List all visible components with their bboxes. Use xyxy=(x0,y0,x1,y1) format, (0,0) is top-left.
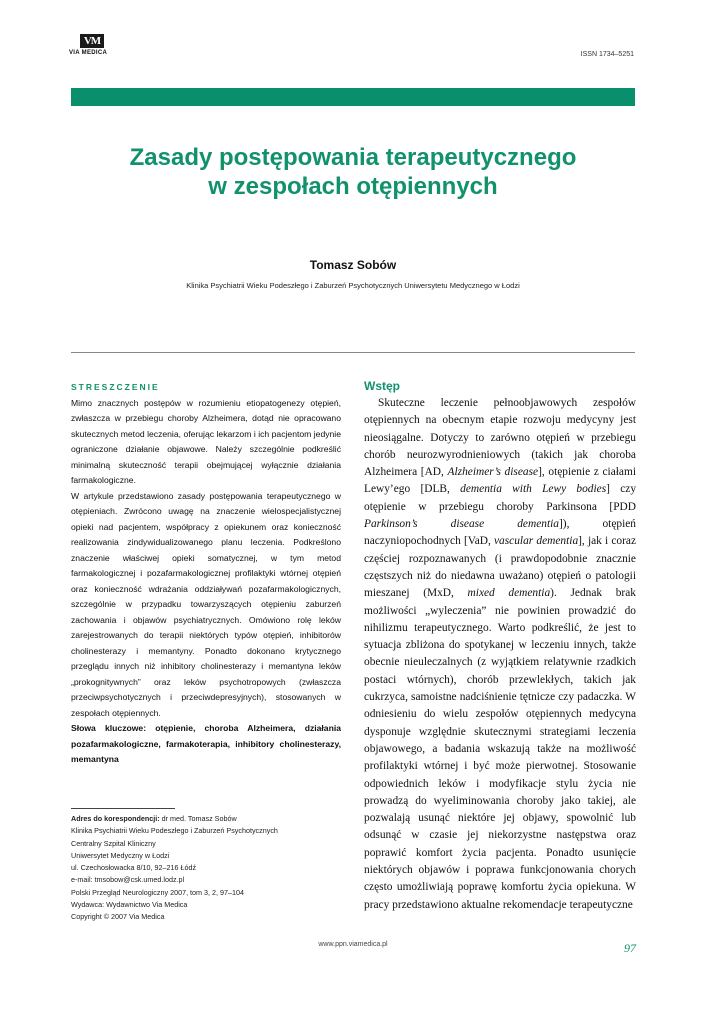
via-medica-logo-icon: VM xyxy=(80,34,104,48)
correspondence-line: Wydawca: Wydawnictwo Via Medica xyxy=(71,900,188,910)
correspondence-line: Klinika Psychiatrii Wieku Podeszłego i Zaburzeń Psychotycznych xyxy=(71,826,278,836)
page-number: 97 xyxy=(624,941,636,955)
correspondence-email[interactable]: e-mail: tmsobow@csk.umed.lodz.pl xyxy=(71,875,185,885)
correspondence-block xyxy=(71,813,341,924)
correspondence-line: ul. Czechosłowacka 8/10, 92–216 Łódź xyxy=(71,863,197,873)
abstract-paragraph-1: Mimo znacznych postępów w rozumieniu etiopatogenezy otępień, zwłaszcza w przebiegu choroby Alzheimera, dotąd nie opracowano skutecznych metod leczenia, oferując lekarzom i ich pacjentom jedynie ograniczone działanie objawowe. Należy szczególnie podkreślić minimalną skuteczność terapii obejmującej wyłącznie działania farmakologiczne. xyxy=(71,397,341,485)
correspondence-author: dr med. Tomasz Sobów xyxy=(159,814,237,823)
correspondence-line: Uniwersytet Medyczny w Łodzi xyxy=(71,850,170,860)
section-divider xyxy=(71,352,635,353)
author-name: Tomasz Sobów xyxy=(309,258,397,272)
title-line-2: w zespołach otępiennych xyxy=(208,173,498,200)
correspondence-line: Copyright © 2007 Via Medica xyxy=(71,912,165,922)
abstract-heading: STRESZCZENIE xyxy=(71,382,160,392)
author-affiliation: Klinika Psychiatrii Wieku Podeszłego i Zaburzeń Psychotycznych Uniwersytetu Medycznego w Łodzi xyxy=(186,281,520,290)
publisher-logo-text: VIA MEDICA xyxy=(69,50,108,56)
correspondence-heading: Adres do korespondencji: xyxy=(71,814,160,823)
body-paragraph: Skuteczne leczenie pełnoobjawowych zespołów otępiennych na obecnym etapie rozwoju medycyny jest nieosiągalne. Dotyczy to zarówno otępień w przebiegu chorób neurozwyrodnieniowych (takich jak choroba Alzheimera [AD, Alzheimer’s disease], otępienie z ciałami Lewy’ego [DLB, dementia with Lewy bodies] czy otępienie w przebiegu choroby Parkinsona [PDD Parkinson’s disease dementia]), otępień naczyniopochodnych [VaD, vascular dementia], jak i coraz częściej rozpoznawanych (i prawdopodobnie znacznie częstszych niż do niedawna uważano) otępień o patologii mieszanej (MxD, mixed dementia). Jednak brak możliwości „wyleczenia” nie powinien prowadzić do nihilizmu terapeutycznego. Warto podkreślić, że jest to sytuacja zbliżona do spotykanej w leczeniu innych, także obecnie nieuleczalnych (z wyjątkiem relatywnie rzadkich postaci wtórnych), chorób przewlekłych, takich jak cukrzyca, samoistne nadciśnienie tętnicze czy padaczka. W odniesieniu do wielu zespołów otępiennych medycyna dysponuje względnie skutecznymi strategiami leczenia objawowego, a badania wskazują także na możliwość profilaktyki wtórnej i być może pierwotnej. Stosowanie odpowiednich leków i modyfikacje stylu życia nie prowadzą do wyeliminowania choroby jako takiej, ale pozwalają usunąć niektóre jej objawy, spowolnić lub odsunąć w czasie jej niekorzystne następstwa oraz poprawić komfort życia pacjenta. Ponadto usunięcie niektórych objawów i poprawa funkcjonowania chorych często umożliwiają poprawę komfortu życia opiekuna. W pracy przedstawiono aktualne rekomendacje terapeutyczne xyxy=(364,397,637,911)
header-color-bar xyxy=(71,88,635,106)
article-title xyxy=(71,143,635,201)
keywords: Słowa kluczowe: otępienie, choroba Alzheimera, działania pozafarmakologiczne, farmakoterapia, inhibitory cholinesterazy, memantyna xyxy=(71,723,341,764)
main-text-column xyxy=(364,378,636,914)
abstract-paragraph-2: W artykule przedstawiono zasady postępowania terapeutycznego w otępieniach. Zwrócono uwagę na znaczenie wielospecjalistycznej opieki nad pacjentem, współpracy z opiekunem oraz konieczność realizowania zindywidualizowanego planu leczenia. Podkreślono znaczenie właściwej opieki somatycznej, w tym metod farmakologicznej i pozafarmakologicznej profilaktyki wtórnej otępień oraz konieczność wdrażania oddziaływań pozafarmakologicznych, szczególnie w przypadku towarzyszących otępieniu zaburzeń zachowania i objawów psychiatrycznych. Omówiono rolę leków zarejestrowanych do terapii niektórych typów otępień, inhibitorów cholinesterazy i memantyny. Ponadto dokonano krytycznego przeglądu innych niż inhibitory cholinesterazy i memantyna leków „prokognitywnych” oraz leków psychotropowych (zwłaszcza przeciwpsychotycznych i przeciwdepresyjnych), stosowanych w zespołach otępiennych. xyxy=(71,490,341,718)
issn-label: ISSN 1734–5251 xyxy=(580,51,634,58)
title-line-1: Zasady postępowania terapeutycznego xyxy=(129,144,577,171)
abstract-column xyxy=(71,380,341,768)
section-heading-intro: Wstęp xyxy=(364,379,400,393)
correspondence-line: Centralny Szpital Kliniczny xyxy=(71,838,156,848)
correspondence-divider xyxy=(71,808,175,809)
journal-url[interactable]: www.ppn.viamedica.pl xyxy=(318,941,388,948)
correspondence-line: Polski Przegląd Neurologiczny 2007, tom 3, 2, 97–104 xyxy=(71,887,245,897)
